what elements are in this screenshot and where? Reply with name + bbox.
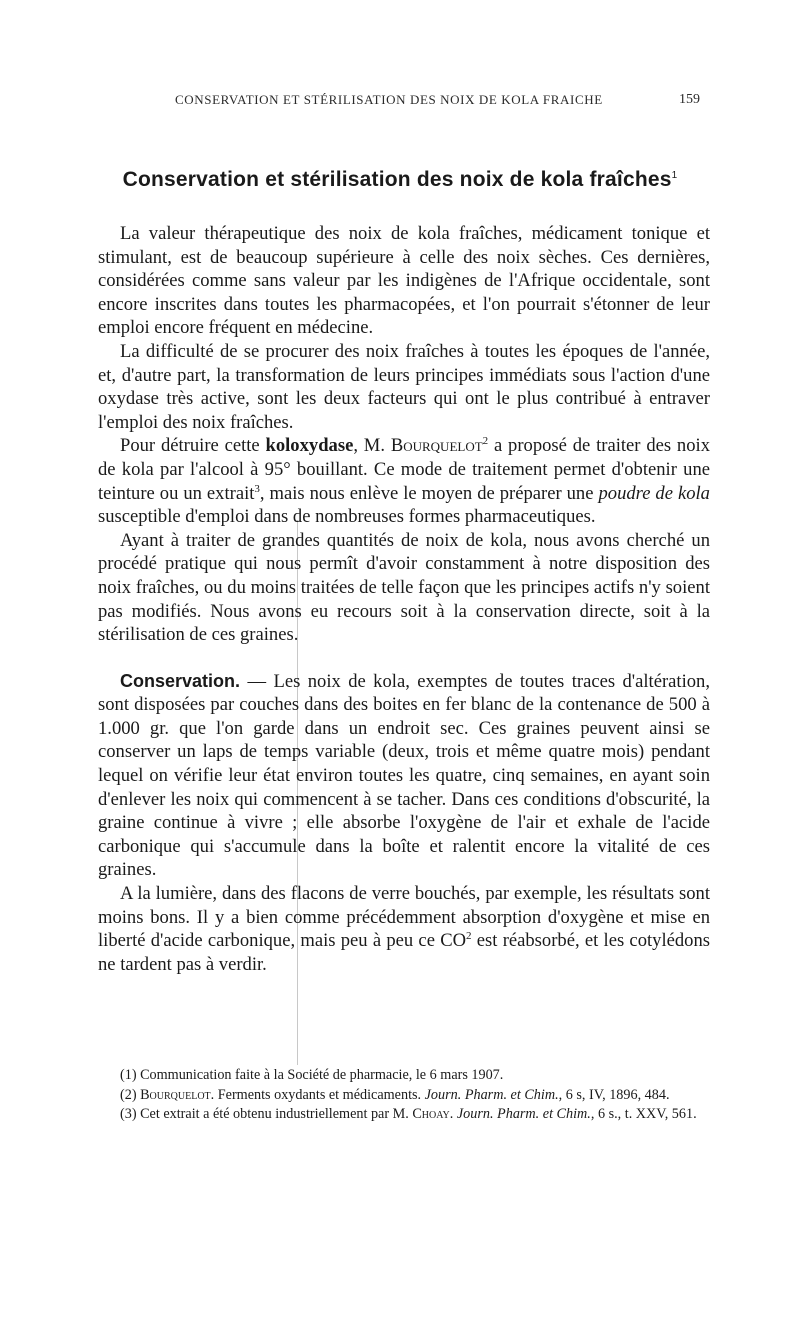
- footnote-1: (1) Communication faite à la Société de pharmacie, le 6 mars 1907.: [120, 1067, 504, 1083]
- p3-text-c: , M.: [353, 435, 391, 457]
- p6-text-a: A la lumière, dans des flacons de verre bouchés, par exemple, les résultats sont moins bons. Il y a bien comme précédemment absorption d'oxygène et mise en liberté d'acide carbonique, mais peu à peu ce CO: [98, 883, 710, 952]
- title-footnote-marker: 1: [671, 170, 678, 181]
- fn2-journal: Journ. Pharm. et Chim.: [424, 1086, 559, 1103]
- co2-subscript: 2: [466, 930, 472, 943]
- p5-text: — Les noix de kola, exemptes de toutes traces d'altération, sont disposées par couches dans des boites en fer blanc de la contenance de 500 à 1.000 gr. que l'on garde dans un endroit sec. Ces graines peuvent ainsi se conserver un laps de temps variable (deux, trois et même quatre mois) pendant lequel on vérifie leur état environ toutes les quatre, cinq semaines, en ayant soin d'enlever les noix qui commencent à se tacher. Dans ces conditions d'obscurité, la graine continue à vivre ; elle absorbe l'oxygène de l'air et exhale de l'acide carbonique qui s'accumule dans la boîte et ralentit encore la vitalité de ces graines.: [98, 670, 710, 881]
- fn2-text-e: , 6 s, IV, 1896, 484.: [558, 1086, 670, 1103]
- p3-text-h: , mais nous enlève le moyen de préparer une: [259, 482, 599, 504]
- fn3-text-e: , 6 s., t. XXV, 561.: [590, 1106, 697, 1122]
- paragraph-6: [98, 882, 710, 976]
- p3-text-a: Pour détruire cette: [120, 435, 266, 457]
- page-number: 159: [679, 92, 700, 107]
- section-heading-conservation: Conservation.: [120, 670, 241, 691]
- paragraph-3: [98, 434, 710, 528]
- paragraph-4: Ayant à traiter de grandes quantités de noix de kola, nous avons cherché un procédé pratique qui nous permît d'avoir constamment à notre disposition des noix fraîches, ou du moins traitées de telle façon que les principes actifs n'y soient pas modifiés. Nous avons eu recours soit à la conservation directe, soit à la stérilisation de ces graines.: [98, 529, 710, 646]
- article-title: [100, 168, 700, 192]
- p3-text-j: susceptible d'emploi dans de nombreuses formes pharmaceutiques.: [98, 506, 596, 528]
- author-bourquelot: Bourquelot: [390, 435, 483, 457]
- footnotes: [98, 1066, 710, 1125]
- footnote-marker-2: 2: [482, 435, 489, 448]
- paragraph-2: La difficulté de se procurer des noix fraîches à toutes les époques de l'année, et, d'autre part, la transformation de leurs principes immédiats sous l'action d'une oxydase très active, sont les deux facteurs qui ont le plus contribué à entraver l'emploi des noix fraîches.: [98, 340, 710, 433]
- p6-text-c: est réabsorbé, et les cotylédons ne tardent pas à verdir.: [98, 930, 710, 975]
- fn2-text-a: (2): [120, 1086, 141, 1103]
- footnote-2: [98, 1086, 710, 1106]
- p3-text-f: a proposé de traiter des noix de kola par l'alcool à 95° bouillant. Ce mode de traitement permet d'obtenir une teinture ou un extrait: [98, 435, 710, 504]
- paragraph-1: La valeur thérapeutique des noix de kola fraîches, médicament tonique et stimulant, est de beaucoup supérieure à celle des noix sèches. Ces dernières, considérées comme sans valeur par les indigènes de l'Afrique occidentale, sont encore inscrites dans toutes les pharmacopées, et l'on pourrait s'étonner de leur emploi encore fréquent en médecine.: [98, 223, 710, 339]
- fn3-journal: Journ. Pharm. et Chim.: [456, 1106, 591, 1122]
- article-body: [98, 222, 710, 976]
- fn3-author: Choay: [412, 1106, 450, 1122]
- running-header-title: CONSERVATION ET STÉRILISATION DES NOIX DE KOLA FRAICHE: [175, 92, 603, 107]
- footnote-marker-3: 3: [254, 482, 260, 495]
- fn2-text-c: . Ferments oxydants et médicaments.: [210, 1086, 425, 1103]
- footnote-3: [98, 1105, 710, 1125]
- fn2-author: Bourquelot: [140, 1086, 211, 1103]
- koloxydase-term: koloxydase: [265, 435, 354, 457]
- fn3-text-c: .: [449, 1106, 457, 1122]
- paragraph-conservation: [98, 670, 710, 882]
- article-title-text: Conservation et stérilisation des noix de kola fraîches: [122, 168, 672, 191]
- fn3-text-a: (3) Cet extrait a été obtenu industriellement par M.: [120, 1106, 413, 1122]
- poudre-de-kola-term: poudre de kola: [598, 482, 710, 504]
